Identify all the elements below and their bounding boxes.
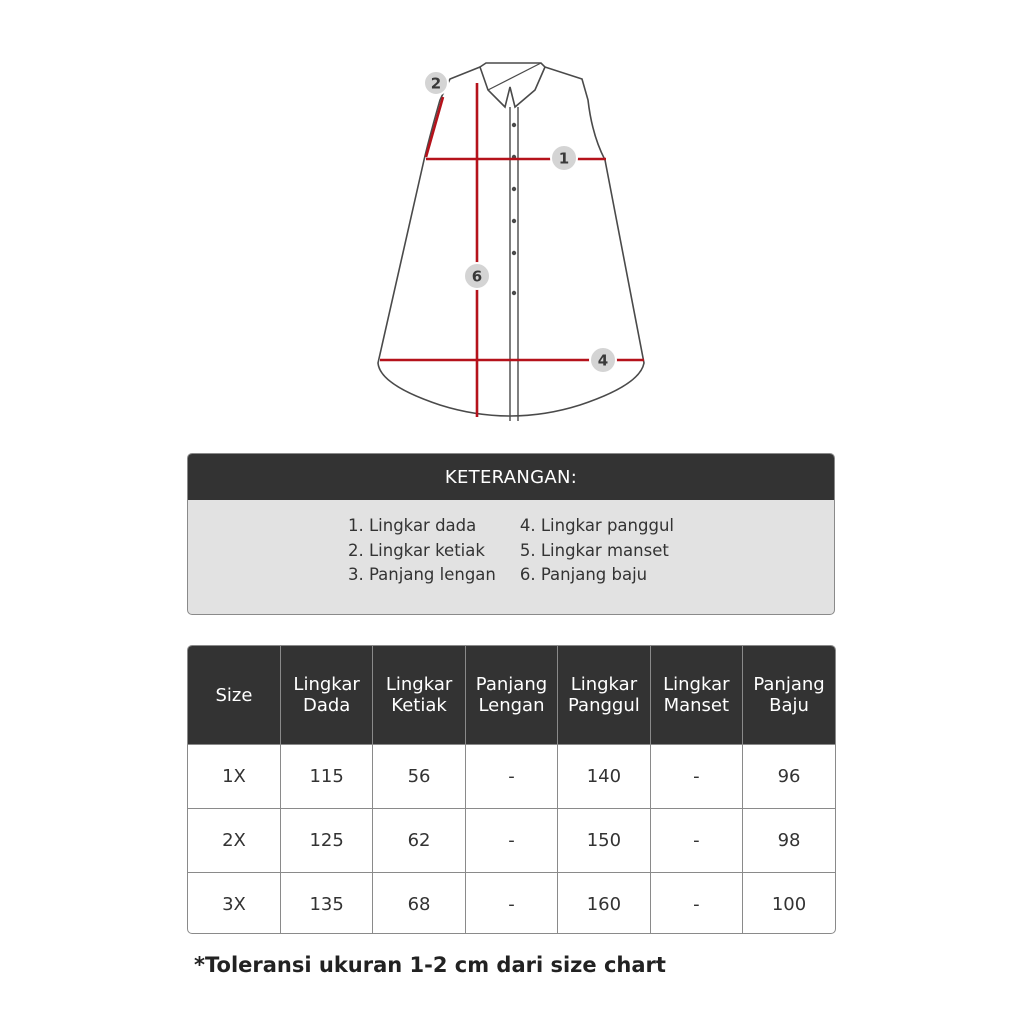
- garment-diagram: [360, 55, 660, 435]
- cell-lingkar-dada: 115: [280, 745, 372, 809]
- cell-lingkar-dada: 135: [280, 873, 372, 935]
- cell-lingkar-manset: -: [650, 745, 742, 809]
- svg-text:4: 4: [597, 351, 609, 370]
- cell-lingkar-ketiak: 62: [373, 809, 465, 873]
- header-lingkar-dada: Lingkar Dada: [280, 646, 372, 745]
- cell-panjang-lengan: -: [465, 873, 557, 935]
- cell-panjang-baju: 98: [743, 809, 835, 873]
- cell-panjang-lengan: -: [465, 809, 557, 873]
- header-panjang-baju: Panjang Baju: [743, 646, 835, 745]
- keterangan-item: 5. Lingkar manset: [519, 540, 669, 560]
- table-row: [188, 873, 835, 935]
- cell-panjang-baju: 100: [743, 873, 835, 935]
- header-lingkar-panggul: Lingkar Panggul: [558, 646, 650, 745]
- cell-panjang-lengan: -: [465, 745, 557, 809]
- cell-lingkar-dada: 125: [280, 809, 372, 873]
- cell-lingkar-panggul: 160: [558, 873, 650, 935]
- svg-text:2: 2: [430, 74, 442, 93]
- table-row: [188, 809, 835, 873]
- marker-4: [590, 347, 616, 373]
- cell-lingkar-manset: -: [650, 809, 742, 873]
- header-size: Size: [188, 646, 280, 745]
- cell-lingkar-ketiak: 56: [373, 745, 465, 809]
- cell-lingkar-manset: -: [650, 873, 742, 935]
- cell-lingkar-ketiak: 68: [373, 873, 465, 935]
- header-lingkar-manset: Lingkar Manset: [650, 646, 742, 745]
- keterangan-right-column: [520, 514, 674, 588]
- sleeveless-shirt-illustration: [360, 55, 660, 435]
- cell-panjang-baju: 96: [743, 745, 835, 809]
- marker-2: [424, 71, 448, 95]
- header-lingkar-ketiak: Lingkar Ketiak: [373, 646, 465, 745]
- cell-size: 1X: [188, 745, 280, 809]
- svg-text:1: 1: [558, 149, 570, 168]
- keterangan-left-column: [348, 514, 496, 588]
- keterangan-list: [188, 500, 834, 588]
- marker-6: [464, 263, 490, 289]
- keterangan-box: [187, 453, 835, 615]
- tolerance-note: *Toleransi ukuran 1-2 cm dari size chart: [194, 953, 666, 977]
- size-table-header-row: [188, 646, 835, 745]
- keterangan-item: 1. Lingkar dada: [347, 516, 477, 535]
- keterangan-item: 4. Lingkar panggul: [519, 516, 674, 535]
- table-row: [188, 745, 835, 809]
- marker-1: [551, 145, 577, 171]
- keterangan-item: 2. Lingkar ketiak: [347, 540, 485, 560]
- cell-size: 3X: [188, 873, 280, 935]
- keterangan-title: KETERANGAN:: [188, 454, 834, 500]
- keterangan-item: 6. Panjang baju: [519, 565, 648, 584]
- cell-size: 2X: [188, 809, 280, 873]
- header-panjang-lengan: Panjang Lengan: [465, 646, 557, 745]
- size-chart: [187, 645, 836, 934]
- svg-text:6: 6: [471, 267, 483, 286]
- cell-lingkar-panggul: 140: [558, 745, 650, 809]
- size-table: [188, 646, 835, 934]
- cell-lingkar-panggul: 150: [558, 809, 650, 873]
- keterangan-item: 3. Panjang lengan: [347, 565, 496, 584]
